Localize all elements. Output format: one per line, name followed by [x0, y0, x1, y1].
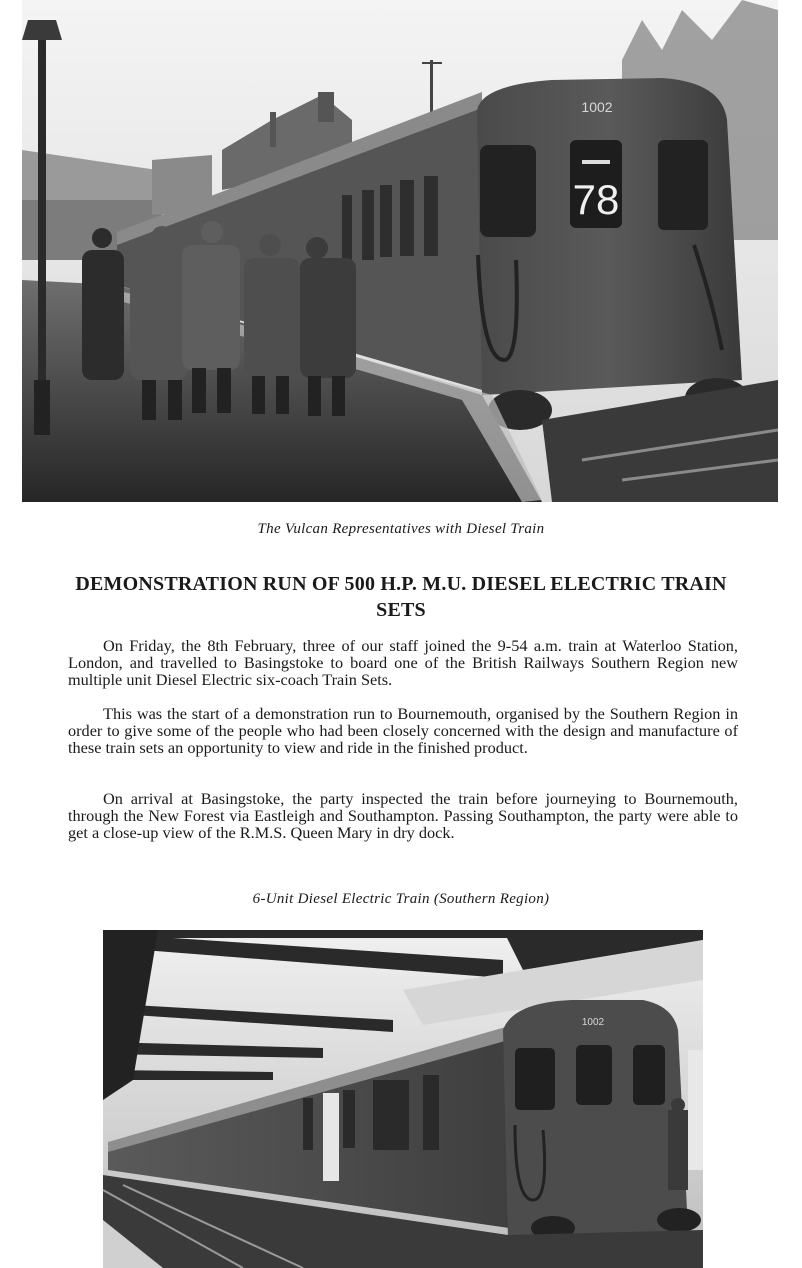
- caption-bottom-photo: 6-Unit Diesel Electric Train (Southern Region): [252, 891, 550, 907]
- photo-top-unit-number: 1002: [581, 99, 613, 115]
- photo-representatives-illustration: [22, 0, 778, 502]
- photo-representatives-with-train: [22, 0, 778, 502]
- article-paragraph-2: This was the start of a demonstration run to Bournemouth, organised by the Southern Region in order to give some of the people who had been closely concerned with the design and manufacture of these train sets an opportunity to view and ride in the finished product.: [68, 704, 738, 757]
- photo-six-unit-train: [103, 930, 703, 1268]
- article-paragraph-3: On arrival at Basingstoke, the party inspected the train before journeying to Bournemouth, through the New Forest via Eastleigh and Southampton. Passing Southampton, the party were able to get a close-up view of the R.M.S. Queen Mary in dry dock.: [68, 789, 738, 842]
- photo-bottom-unit-number: 1002: [581, 1017, 605, 1028]
- article-paragraph-1: On Friday, the 8th February, three of our staff joined the 9-54 a.m. train at Waterloo Station, London, and travelled to Basingstoke to board one of the British Railways Southern Region new multiple unit Diesel Electric six-coach Train Sets.: [68, 636, 738, 689]
- photo-top-headcode: 78: [572, 176, 620, 223]
- article-title: DEMONSTRATION RUN OF 500 H.P. M.U. DIESEL ELECTRIC TRAIN SETS: [75, 573, 727, 621]
- photo-six-unit-illustration: [103, 930, 703, 1268]
- caption-top-photo: The Vulcan Representatives with Diesel Train: [257, 521, 545, 537]
